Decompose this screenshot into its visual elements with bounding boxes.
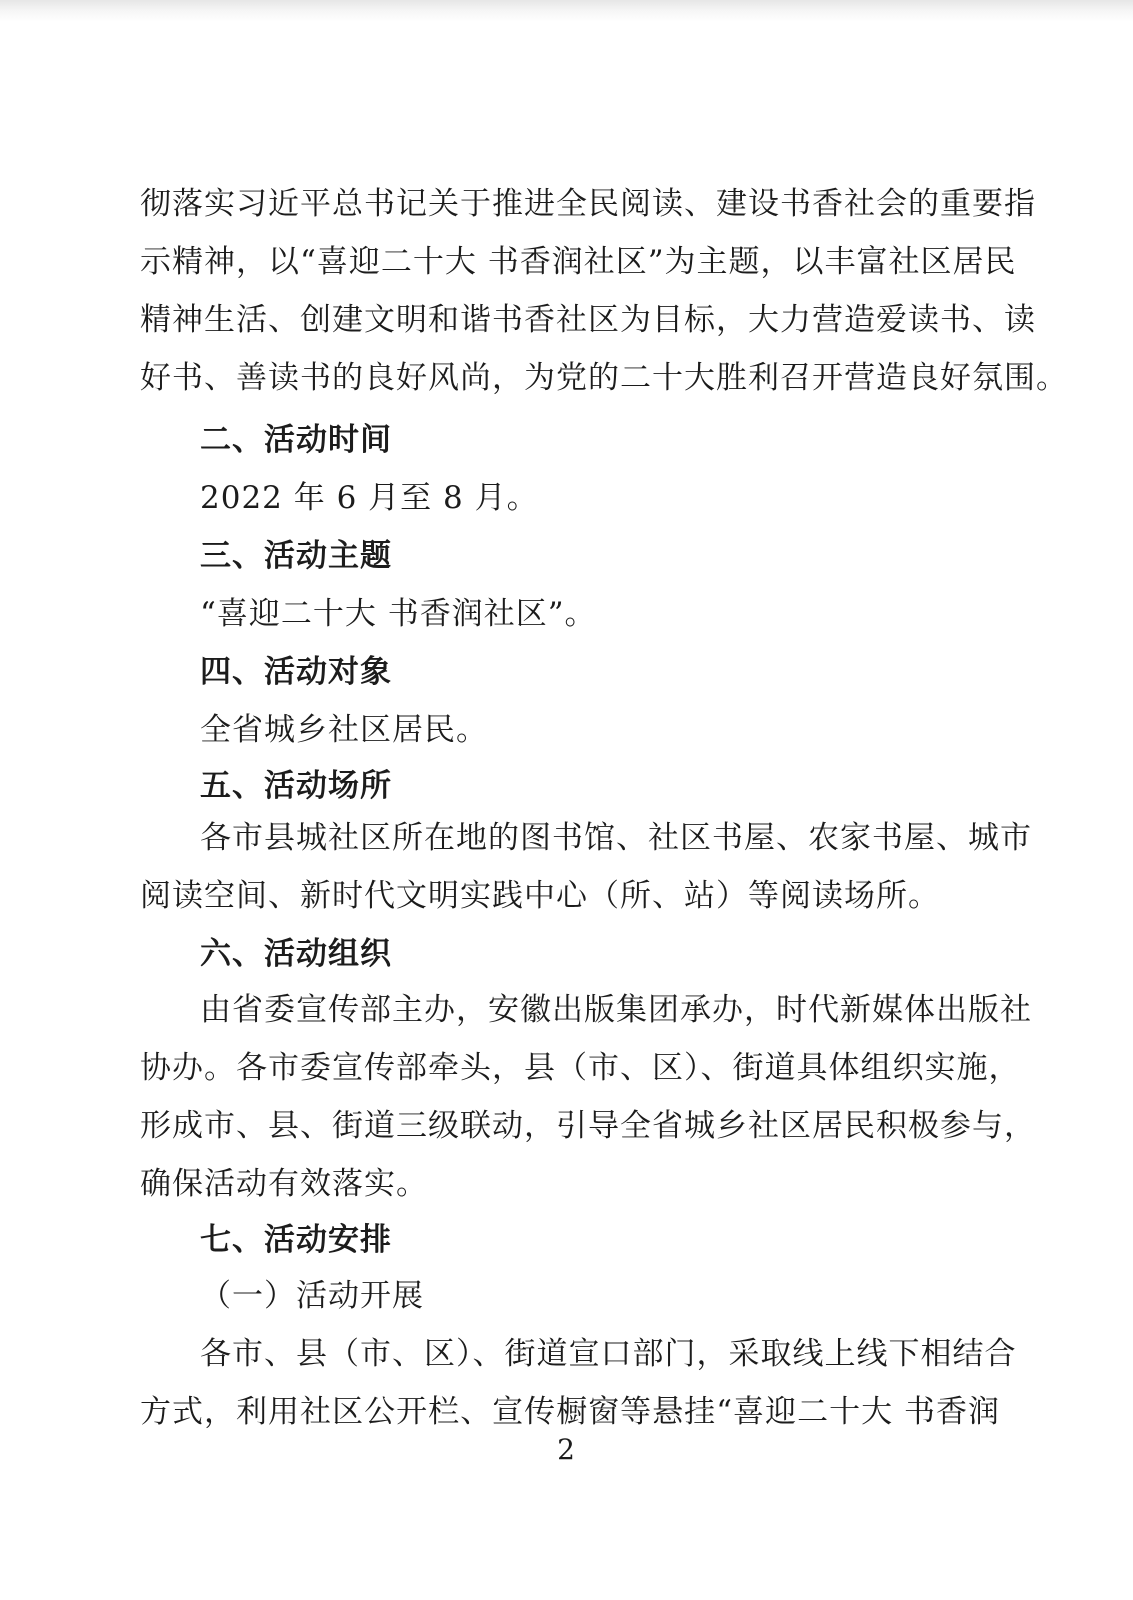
section-heading-audience: 四、活动对象 [200,654,392,690]
page-number: 2 [557,1433,575,1466]
section-organization-line-2: 协办。各市委宣传部牵头，县（市、区）、街道具体组织实施， [140,1050,1021,1086]
section-heading-venue: 五、活动场所 [200,768,392,804]
intro-line-1: 彻落实习近平总书记关于推进全民阅读、建设书香社会的重要指 [140,186,1036,222]
section-organization-line-4: 确保活动有效落实。 [140,1166,428,1202]
section-arrangement-line-2: 方式，利用社区公开栏、宣传橱窗等悬挂“喜迎二十大 书香润 [140,1394,1000,1430]
section-organization-line-1: 由省委宣传部主办，安徽出版集团承办，时代新媒体出版社 [200,992,1032,1028]
section-organization-line-3: 形成市、县、街道三级联动，引导全省城乡社区居民积极参与， [140,1108,1036,1144]
intro-line-3: 精神生活、创建文明和谐书香社区为目标，大力营造爱读书、读 [140,302,1036,338]
section-time-text: 2022 年 6 月至 8 月。 [200,480,539,516]
section-subheading-activities: （一）活动开展 [200,1278,424,1314]
section-heading-time: 二、活动时间 [200,422,392,458]
section-heading-organization: 六、活动组织 [200,936,392,972]
section-venue-line-1: 各市县城社区所在地的图书馆、社区书屋、农家书屋、城市 [200,820,1032,856]
section-heading-arrangement: 七、活动安排 [200,1222,392,1258]
section-audience-text: 全省城乡社区居民。 [200,712,488,748]
section-heading-theme: 三、活动主题 [200,538,392,574]
section-theme-text: “喜迎二十大 书香润社区”。 [200,596,597,632]
scan-edge-shadow [0,0,1133,22]
section-arrangement-line-1: 各市、县（市、区）、街道宣口部门，采取线上线下相结合 [200,1336,1017,1372]
section-venue-line-2: 阅读空间、新时代文明实践中心（所、站）等阅读场所。 [140,878,940,914]
intro-line-4: 好书、善读书的良好风尚，为党的二十大胜利召开营造良好氛围。 [140,360,1068,396]
intro-line-2: 示精神，以“喜迎二十大 书香润社区”为主题，以丰富社区居民 [140,244,1017,280]
